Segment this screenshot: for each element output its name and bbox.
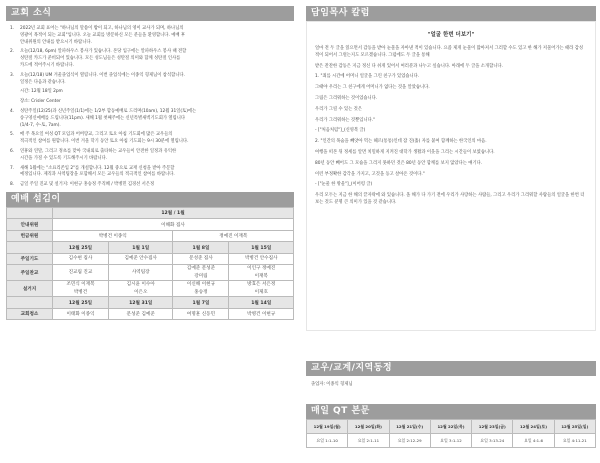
news-line: 성탄주일(12/25)과 신년주일(1/1)에는 1/2부 합동예배로 드리며(10am), 12월 31일(토)에는 xyxy=(20,108,197,114)
news-line: 매 주 목요일 여성 QT 모임과 어버랑교, 그리고 토요 아침 기도회에 많은 교우들의 xyxy=(20,132,173,138)
news-line: 일정은 다음과 같습니다. xyxy=(20,79,66,85)
news-item xyxy=(10,182,290,189)
notice-body: 졸업자: 이종익 형제님 xyxy=(311,382,353,387)
qt-date: 12월 19일(월) xyxy=(307,420,348,434)
news-item xyxy=(10,132,290,146)
notice-header: 교우/교계/지역동정 xyxy=(306,361,596,376)
news-line: 카드에 적어주시기 바랍니다. xyxy=(20,62,74,68)
column-paragraph: 2. "인간의 목숨을 빼앗아 먹는 헤르(통통)인데 잠 진(흙) 자를 붙여 함께하는 한국인의 마음. xyxy=(315,139,487,145)
news-number: 2. xyxy=(10,49,15,55)
cleaning-cell: 이태화 이종익 xyxy=(53,308,109,320)
qt-passage: 요일 4:1-6 xyxy=(513,434,554,448)
weekly-cell: 조민식 이재복 박병건 xyxy=(53,281,109,297)
news-item xyxy=(10,49,290,69)
cleaning-cell: 여명훈 신동민 xyxy=(173,308,229,320)
news-text xyxy=(20,132,290,146)
cleaning-body xyxy=(7,297,294,320)
notice-section xyxy=(306,361,596,396)
news-line: 예정입니다. 제직과 사역팀장을 포함해서 모든 교우들의 적극적인 참여를 바랍니다. xyxy=(20,172,175,178)
column-paragraph: 그림은 그리워하는 것이었습니다. xyxy=(315,95,378,101)
cleaning-date: 1월 7일 xyxy=(173,297,229,309)
news-line: 시간: 12월 18일 2pm xyxy=(20,89,63,95)
weekly-cell: 박병건 안수집사 xyxy=(229,253,294,265)
news-item xyxy=(10,166,290,180)
weekly-date: 12월 25일 xyxy=(53,242,109,254)
column-paragraph: 받은 잔잔한 감동은 지금 정신 다 쉬게 있어서 여러분과 나누고 싶습니다. 아래에 두 글을 소개합니다. xyxy=(315,63,503,69)
news-number: 5. xyxy=(10,132,15,138)
pastor-paragraphs xyxy=(315,46,587,207)
qt-header: 매일 QT 본문 xyxy=(306,404,596,419)
news-number: 3. xyxy=(10,72,15,78)
weekly-cell: 사역팀장 xyxy=(108,265,173,281)
usher-value: 이해화 집사 xyxy=(53,219,294,231)
weekly-date-row xyxy=(7,242,294,254)
cleaning-cell: 문성준 김예준 xyxy=(108,308,173,320)
news-line: 오늘(12/18, 6pm) 알파하우스 봉사가 있습니다. 본당 입구에는 알파하우스 봉사 때 전할 xyxy=(20,49,187,55)
weekly-cell: 방효은 서은정 이제호 xyxy=(229,281,294,297)
news-header: 교회 소식 xyxy=(6,6,294,21)
blank-cell xyxy=(7,242,53,254)
column-title: "얼굴 한번 더보기" xyxy=(427,32,475,38)
weekly-cell: 김수현 집사 xyxy=(53,253,109,265)
column-paragraph: 그때야 우리는 그 친구에게 어머니가 없다는 것을 알았습니다. xyxy=(315,85,430,91)
cleaning-date: 12월 25일 xyxy=(53,297,109,309)
news-number xyxy=(10,89,20,96)
news-text xyxy=(20,109,290,129)
news-line: 안내위원의 안내를 받으시기 바랍니다. xyxy=(20,39,92,45)
blank-cell xyxy=(7,297,53,309)
news-line: 시간을 가질 수 있도록 기도해주시기 바랍니다. xyxy=(20,155,108,161)
column-paragraph: 우리가 그릴 수 있는 것은 xyxy=(315,106,362,112)
news-item xyxy=(10,89,290,96)
news-number xyxy=(10,99,20,106)
news-text xyxy=(20,73,290,87)
service-header: 예배 섬김이 xyxy=(6,192,294,207)
news-line: 장소: Crisler Center xyxy=(20,99,61,105)
qt-table xyxy=(306,419,596,448)
news-text xyxy=(20,99,290,106)
qt-date: 12월 23일(금) xyxy=(472,420,513,434)
news-text xyxy=(20,49,290,69)
offering-right: 정예진 이재복 xyxy=(173,230,294,242)
news-text xyxy=(20,149,290,163)
news-line: 2022년 교회 표어는 "하나님의 말씀이 밥이 되고, 하나님의 영이 교사가 되며, 하나님의 xyxy=(20,26,184,31)
weekly-cell: 진교림 진교 xyxy=(53,265,109,281)
news-item xyxy=(10,99,290,106)
service-section xyxy=(6,192,294,321)
news-item xyxy=(10,73,290,87)
service-single-header xyxy=(7,207,294,219)
weekly-cell: 김시윤 이수아 이은오 xyxy=(108,281,173,297)
qt-passages-row xyxy=(307,434,596,448)
row-label: 주일기도 xyxy=(7,253,53,265)
column-paragraph: 우리 모두는 지금 한 해의 끝자락에 와 있습니다. 올 해가 다 가기 전에 우리가 사랑하는 사람들, 그리고 우리가 그리워할 사람들의 얼굴을 한번 더 보는 것도 분명 큰 의미가 있을 것 같습니다. xyxy=(315,193,585,205)
news-text xyxy=(20,166,290,180)
qt-passage: 요일 4:11-21 xyxy=(554,434,595,448)
qt-date: 12월 20일(화) xyxy=(348,420,389,434)
weekly-row xyxy=(7,281,294,297)
news-line: (1/4-7, 수-토, 7am). xyxy=(20,122,61,128)
qt-passage: 요일 3:1-12 xyxy=(430,434,471,448)
right-column xyxy=(306,6,596,448)
qt-date: 12월 21일(수) xyxy=(389,420,430,434)
news-number: 4. xyxy=(10,108,15,114)
news-item xyxy=(10,149,290,163)
qt-date: 12월 24일(토) xyxy=(513,420,554,434)
qt-section xyxy=(306,404,596,448)
cleaning-cell: 박병건 이현규 xyxy=(229,308,294,320)
news-line: 영광이 목적이 되는 교회"입니다. 오늘 교회를 방문하신 모든 분들을 환영합니다. 예배 후 xyxy=(20,32,186,38)
news-number: 8. xyxy=(10,182,15,188)
column-paragraph: - ["처음처럼"]_(신영복 글) xyxy=(315,128,366,134)
service-table xyxy=(6,207,294,321)
qt-passage: 요일 1:1-10 xyxy=(307,434,348,448)
news-item xyxy=(10,109,290,129)
weekly-cell: 김예준 문성준 강미림 xyxy=(173,265,229,281)
qt-date: 12월 25일(일) xyxy=(554,420,595,434)
weekly-date: 1월 1일 xyxy=(108,242,173,254)
qt-passage: 요일 2:1-11 xyxy=(348,434,389,448)
column-paragraph: 얼마 전 두 글을 읽으면서 감동을 받아 눈물을 자아낸 적이 있습니다. 요즘 제게 눈물이 많아져서 그러할 수도 있고 한 해가 저물어가는 때라 감성적이 되어서 그럴는지도 모르겠습니다. 그럼에도 두 글을 통해 xyxy=(315,46,584,58)
service-row-usher xyxy=(7,219,294,231)
weekly-body xyxy=(7,242,294,297)
row-label: 헌금위원 xyxy=(7,230,53,242)
news-number: 6. xyxy=(10,148,15,154)
qt-passage: 요일 3:13-24 xyxy=(472,434,513,448)
cleaning-row xyxy=(7,308,294,320)
news-text xyxy=(20,26,290,46)
news-line: 연휴와 연말, 그리고 정초를 맞아 국내외로 출타하는 교우들이 안전한 일정과 유익한 xyxy=(20,148,177,154)
qt-passage: 요일 2:12-29 xyxy=(389,434,430,448)
row-label: 교회청소 xyxy=(7,308,53,320)
weekly-row xyxy=(7,253,294,265)
news-line: 금일 주일 진교 및 설거지: 이현규 홍승정 주직혜 / 박병민 김경선 서은정 xyxy=(20,182,155,188)
qt-dates-row xyxy=(307,420,596,434)
column-paragraph: 1. "죄를 시간에 어머니 얼굴을 그린 친구가 있었습니다. xyxy=(315,74,420,80)
weekly-date: 1월 15일 xyxy=(229,242,294,254)
news-line: 송구영신예배를 드립니다(11pm). 새해 1월 첫째주에는 신년특별새벽기도회가 열립니다 xyxy=(20,115,186,121)
news-text xyxy=(20,182,290,189)
column-paragraph: 우리가 그리워하는 것뿐입니다." xyxy=(315,117,376,123)
left-column xyxy=(6,6,294,320)
weekly-cell: 김예준 안수집사 xyxy=(108,253,173,265)
cleaning-date: 12월 31일 xyxy=(108,297,173,309)
cleaning-date: 1월 14일 xyxy=(229,297,294,309)
weekly-cell: 이신해 이현규 홍승정 xyxy=(173,281,229,297)
news-line: 오늘(12/18) UM 겨울졸업식이 열립니다. 이번 졸업식에는 이종익 형제님이 참석합니다. xyxy=(20,72,185,78)
qt-date: 12월 22일(목) xyxy=(430,420,471,434)
weekly-cell: 문성준 집사 xyxy=(173,253,229,265)
column-paragraph: 여행을 떠본 뒤 정세를 알면 치밀하게 지켜진 대학가 생활과 이웃을 그리는 시간들이 보였습니다. xyxy=(315,149,495,155)
column-paragraph: 80년 동안 빼어도 그 모습을 그리지 못하던 것은 80년 동안 함께를 보지 않았다는 얘기다. xyxy=(315,160,483,166)
news-line: 적극적인 참여를 원합니다. 이번 겨울 학기 동안 토요 아침 기도회는 9시 30분에 열립니다. xyxy=(20,139,189,145)
weekly-date: 1월 8일 xyxy=(173,242,229,254)
row-label: 안내위원 xyxy=(7,219,53,231)
cleaning-date-row xyxy=(7,297,294,309)
weekly-row xyxy=(7,265,294,281)
service-single-date: 12월 / 1월 xyxy=(53,207,294,219)
pastor-column-body xyxy=(306,21,596,331)
column-paragraph: - ["눈물 한 방울"]_(이어령 글) xyxy=(315,182,373,188)
news-text xyxy=(20,89,290,96)
pastor-header: 담임목사 칼럼 xyxy=(306,6,596,21)
news-number: 1. xyxy=(10,26,15,31)
news-line: 새해 1월에는 "소표리존입 2"를 개설합니다. 12월 중으로 교재 신청을 받아 주문할 xyxy=(20,165,175,171)
news-line: 성탄절 카드가 준비되어 있습니다. 모든 성도님들은 성탄절 의미와 함께 성탄절 인사를 xyxy=(20,56,181,62)
service-row-offering xyxy=(7,230,294,242)
news-list xyxy=(6,21,294,189)
row-label: 주일찬교 xyxy=(7,265,53,281)
weekly-cell: 이인구 정예진 이재복 xyxy=(229,265,294,281)
row-label: 설거지 xyxy=(7,281,53,297)
news-item xyxy=(10,26,290,46)
news-number: 7. xyxy=(10,165,15,171)
offering-left: 박병건 이종익 xyxy=(53,230,173,242)
column-paragraph: 이런 부정확한 감각을 가지고, 고것을 동고 살아온 것이다." xyxy=(315,171,425,177)
